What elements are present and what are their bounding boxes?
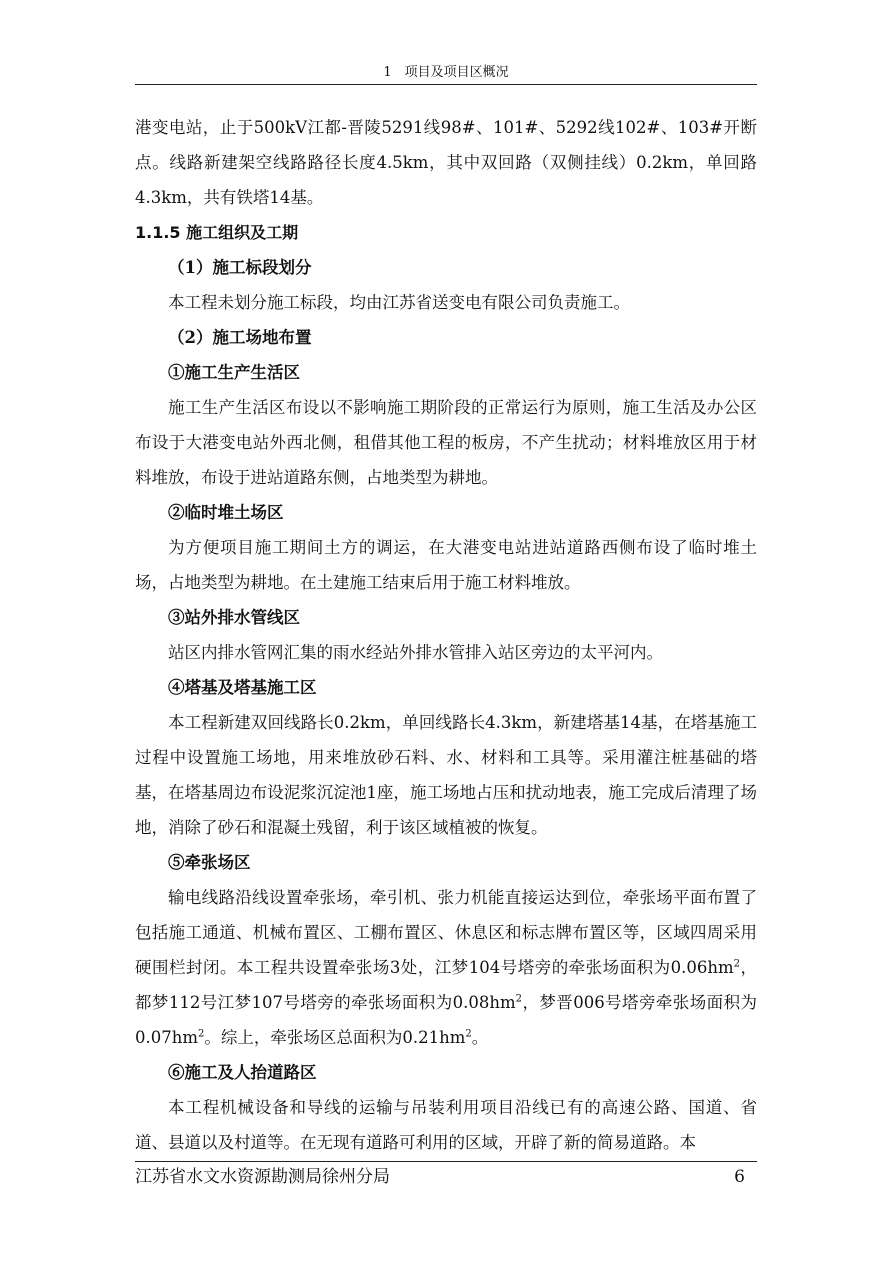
superscript: 2 [465,1028,472,1040]
footer-divider [135,1161,757,1162]
item-heading-5: ⑤牵张场区 [168,853,251,872]
item-heading-3: ③站外排水管线区 [168,608,300,627]
item-5-text-c: ，梦晋006号塔旁牵张场面积为0.07hm [135,993,757,1047]
superscript: 2 [198,1028,205,1040]
subsection-heading-2: （2）施工场地布置 [168,328,312,347]
item-5-text-b: ，都梦112号江梦107号塔旁的牵张场面积为0.08hm [135,958,757,1012]
page-number: 6 [734,1167,745,1187]
superscript: 2 [515,993,523,1005]
item-heading-4: ④塔基及塔基施工区 [168,678,317,697]
intro-paragraph: 港变电站，止于500kV江都-晋陵5291线98#、101#、5292线102#、103#开断点。线路新建架空线路路径长度4.5km，其中双回路（双侧挂线）0.2km，单回路4.3km，共有铁塔14基。 [135,118,757,207]
section-heading: 1.1.5 施工组织及工期 [135,223,299,242]
item-2-paragraph: 为方便项目施工期间土方的调运，在大港变电站进站道路西侧布设了临时堆土场，占地类型为耕地。在土建施工结束后用于施工材料堆放。 [135,538,757,592]
header-divider [135,84,757,85]
page-footer [135,1163,757,1191]
item-6-paragraph: 本工程机械设备和导线的运输与吊装利用项目沿线已有的高速公路、国道、省道、县道以及村道等。在无现有道路可利用的区域，开辟了新的简易道路。本 [135,1098,757,1152]
item-5-text-a: 输电线路沿线设置牵张场，牵引机、张力机能直接运达到位，牵张场平面布置了包括施工通道、机械布置区、工棚布置区、休息区和标志牌布置区等，区域四周采用硬围栏封闭。本工程共设置牵张场3处，江梦104号塔旁的牵张场面积为0.06hm [135,888,757,977]
item-heading-1: ①施工生产生活区 [168,363,300,382]
item-5-text-e: 。 [471,1028,489,1047]
superscript: 2 [733,958,740,970]
footer-organization: 江苏省水文水资源勘测局徐州分局 [135,1167,390,1187]
subsection-heading-1: （1）施工标段划分 [168,258,312,277]
item-4-paragraph: 本工程新建双回线路长0.2km，单回线路长4.3km，新建塔基14基，在塔基施工过程中设置施工场地，用来堆放砂石料、水、材料和工具等。采用灌注桩基础的塔基，在塔基周边布设泥浆沉淀池1座，施工场地占压和扰动地表，施工完成后清理了场地，消除了砂石和混凝土残留，利于该区域植被的恢复。 [135,713,757,837]
item-5-paragraph [135,880,757,1055]
item-5-text-d: 。综上，牵张场区总面积为0.21hm [204,1028,466,1047]
item-3-paragraph: 站区内排水管网汇集的雨水经站外排水管排入站区旁边的太平河内。 [168,643,663,662]
subsection-1-paragraph: 本工程未划分施工标段，均由江苏省送变电有限公司负责施工。 [168,293,630,312]
item-heading-6: ⑥施工及人抬道路区 [168,1063,317,1082]
item-heading-2: ②临时堆土场区 [168,503,284,522]
page-body [135,110,757,1160]
item-1-paragraph: 施工生产生活区布设以不影响施工期阶段的正常运行为原则，施工生活及办公区布设于大港变电站外西北侧，租借其他工程的板房，不产生扰动；材料堆放区用于材料堆放，布设于进站道路东侧，占地类型为耕地。 [135,398,757,487]
running-header: 1 项目及项目区概况 [383,65,509,80]
